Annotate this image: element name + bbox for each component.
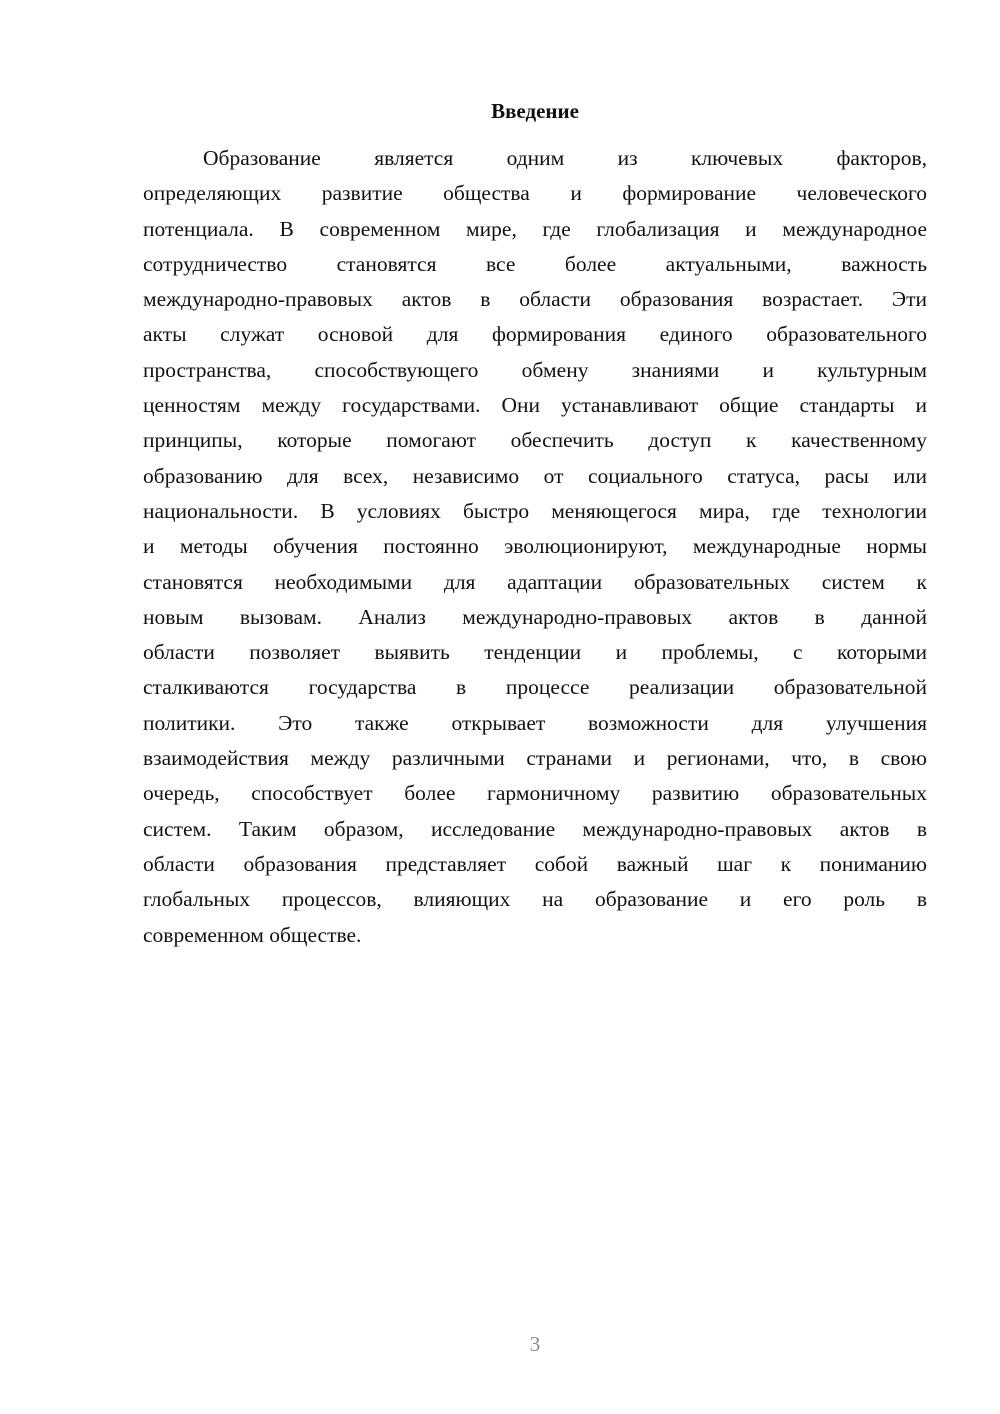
section-title: Введение	[491, 99, 579, 123]
paragraph-line: систем. Таким образом, исследование международно-правовых актов в	[143, 816, 927, 841]
page-number: 3	[529, 1332, 541, 1356]
paragraph-line: взаимодействия между различными странами и регионами, что, в свою	[143, 746, 927, 771]
paragraph-line: очередь, способствует более гармоничному развитию образовательных	[143, 781, 927, 806]
body-paragraph	[143, 141, 927, 953]
paragraph-line: политики. Это также открывает возможности для улучшения	[143, 710, 927, 735]
paragraph-line: определяющих развитие общества и формирование человеческого	[143, 181, 927, 206]
paragraph-line: Образование является одним из ключевых факторов,	[203, 146, 927, 170]
paragraph-line: сотрудничество становятся все более актуальными, важность	[143, 251, 927, 276]
paragraph-line: образованию для всех, независимо от социального статуса, расы или	[143, 463, 927, 488]
paragraph-line: принципы, которые помогают обеспечить доступ к качественному	[143, 428, 927, 453]
paragraph-line: потенциала. В современном мире, где глобализация и международное	[143, 216, 927, 241]
paragraph-line: ценностям между государствами. Они устанавливают общие стандарты и	[143, 393, 927, 418]
paragraph-line: и методы обучения постоянно эволюционируют, международные нормы	[143, 534, 927, 559]
paragraph-line: акты служат основой для формирования единого образовательного	[143, 322, 927, 347]
paragraph-line: пространства, способствующего обмену знаниями и культурным	[143, 357, 927, 382]
paragraph-line: области образования представляет собой важный шаг к пониманию	[143, 851, 927, 876]
paragraph-line: национальности. В условиях быстро меняющегося мира, где технологии	[143, 498, 927, 523]
paragraph-line: новым вызовам. Анализ международно-правовых актов в данной	[143, 604, 927, 629]
paragraph-line: международно-правовых актов в области образования возрастает. Эти	[143, 287, 927, 312]
paragraph-line: области позволяет выявить тенденции и проблемы, с которыми	[143, 640, 927, 665]
paragraph-line: глобальных процессов, влияющих на образование и его роль в	[143, 887, 927, 912]
paragraph-line: современном обществе.	[143, 922, 362, 947]
paragraph-line: становятся необходимыми для адаптации образовательных систем к	[143, 569, 927, 594]
paragraph-line: сталкиваются государства в процессе реализации образовательной	[143, 675, 927, 700]
